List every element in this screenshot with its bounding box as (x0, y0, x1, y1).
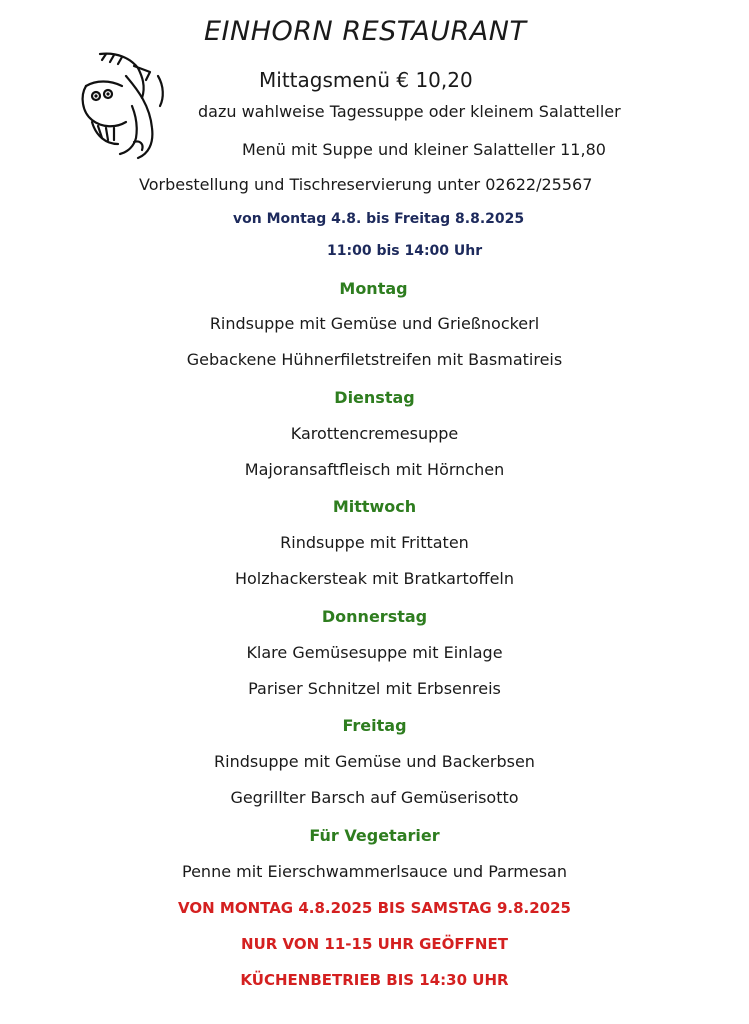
menu-period: von Montag 4.8. bis Freitag 8.8.2025 (233, 211, 525, 227)
dish-item: Rindsuppe mit Frittaten (280, 533, 469, 552)
day-heading-montag: Montag (339, 279, 408, 298)
dish-item: Penne mit Eierschwammerlsauce und Parmesan (182, 862, 567, 881)
notice-opening-hours: NUR VON 11-15 UHR GEÖFFNET (241, 935, 508, 953)
menu-subtitle: dazu wahlweise Tagessuppe oder kleinem Salatteller (198, 102, 621, 121)
dish-item: Rindsuppe mit Gemüse und Backerbsen (214, 752, 535, 771)
notice-opening-period: VON MONTAG 4.8.2025 BIS SAMSTAG 9.8.2025 (178, 899, 571, 917)
day-heading-vegetarier: Für Vegetarier (309, 826, 440, 845)
day-heading-mittwoch: Mittwoch (332, 497, 417, 516)
day-heading-donnerstag: Donnerstag (321, 607, 428, 626)
day-heading-dienstag: Dienstag (334, 388, 415, 407)
unicorn-cartoon-icon (72, 46, 190, 164)
dish-item: Majoransaftfleisch mit Hörnchen (244, 460, 505, 479)
dish-item: Gegrillter Barsch auf Gemüserisotto (230, 788, 519, 807)
lunch-menu-price: Mittagsmenü € 10,20 (259, 68, 473, 92)
notice-kitchen-hours: KÜCHENBETRIEB BIS 14:30 UHR (240, 971, 509, 989)
dish-item: Pariser Schnitzel mit Erbsenreis (248, 679, 501, 698)
day-heading-freitag: Freitag (342, 716, 407, 735)
restaurant-title: EINHORN RESTAURANT (204, 16, 527, 47)
reservation-line: Vorbestellung und Tischreservierung unter 02622/25567 (139, 175, 593, 194)
menu-option-price: Menü mit Suppe und kleiner Salatteller 11,80 (242, 140, 606, 159)
dish-item: Rindsuppe mit Gemüse und Grießnockerl (209, 314, 540, 333)
dish-item: Holzhackersteak mit Bratkartoffeln (234, 569, 515, 588)
dish-item: Karottencremesuppe (290, 424, 459, 443)
menu-hours: 11:00 bis 14:00 Uhr (327, 243, 483, 259)
dish-item: Gebackene Hühnerfiletstreifen mit Basmatireis (186, 350, 563, 369)
dish-item: Klare Gemüsesuppe mit Einlage (246, 643, 503, 662)
